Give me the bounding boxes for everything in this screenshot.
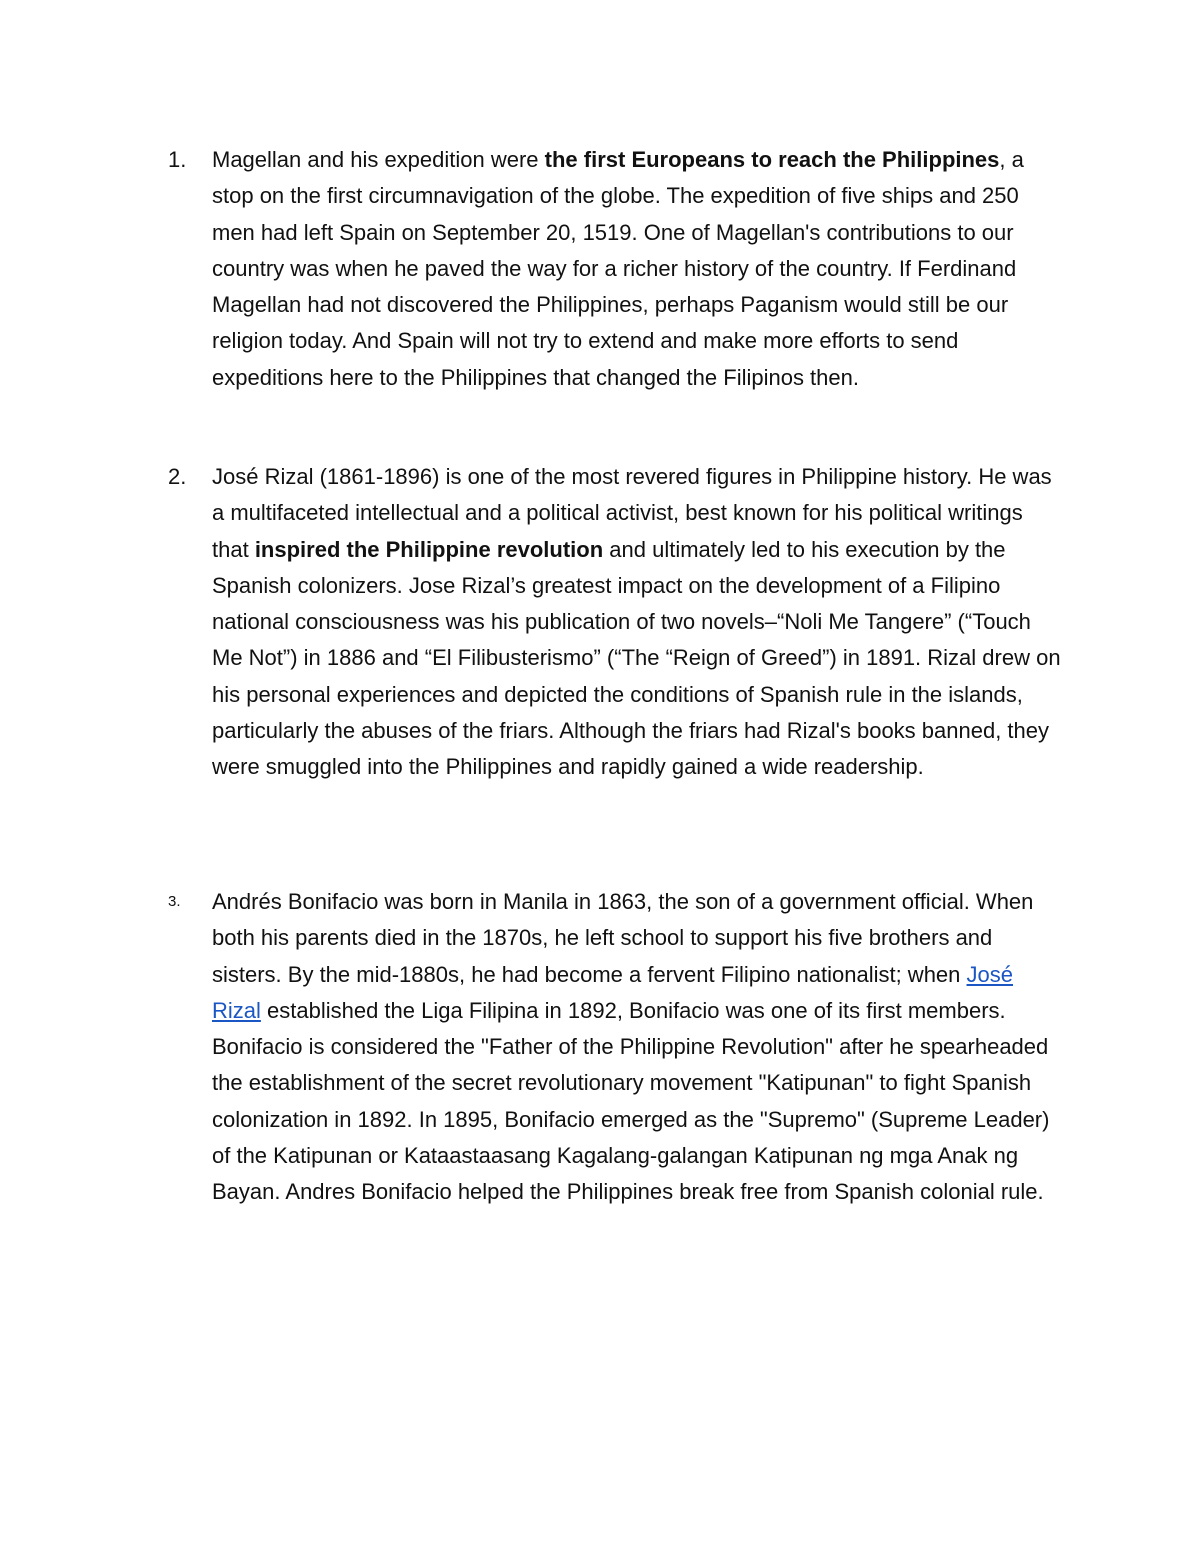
text-segment: established the Liga Filipina in 1892, Bonifacio was one of its first members. Bonifacio is considered the "Father of the Philippine Revolution" after he spearheaded the establishment of the secret revolutionary movement "Katipunan" to fight Spanish colonization in 1892. In 1895, Bonifacio emerged as the "Supremo" (Supreme Leader) of the Katipunan or Kataastaasang Kagalang-galangan Katipunan ng mga Anak ng Bayan. Andres Bonifacio helped the Philippines break free from Spanish colonial rule.	[212, 997, 1050, 1205]
list-item-1	[168, 142, 1068, 396]
text-segment: and ultimately led to his execution by the Spanish colonizers. Jose Rizal’s greatest impact on the development of a Filipino national consciousness was his publication of two novels–“Noli Me Tangere” (“Touch Me Not”) in 1886 and “El Filibusterismo” (“The “Reign of Greed”) in 1891. Rizal drew on his personal experiences and depicted the conditions of Spanish rule in the islands, particularly the abuses of the friars. Although the friars had Rizal's books banned, they were smuggled into the Philippines and rapidly gained a wide readership.	[212, 536, 1061, 780]
paragraph-bonifacio	[212, 884, 1064, 1211]
text-segment: Magellan and his expedition were	[212, 147, 545, 172]
paragraph-magellan	[212, 142, 1064, 396]
list-number: 1.	[168, 147, 187, 172]
list-item-3	[168, 884, 1068, 1211]
bold-text-segment: the first Europeans to reach the Philippines	[544, 147, 1000, 172]
list-number: 3.	[168, 893, 181, 910]
list-item-2	[168, 459, 1068, 786]
text-segment: Andrés Bonifacio was born in Manila in 1863, the son of a government official. When both his parents died in the 1870s, he left school to support his five brothers and sisters. By the mid-1880s, he had become a fervent Filipino nationalist; when	[212, 889, 1034, 987]
paragraph-rizal	[212, 459, 1064, 786]
jose-rizal-link[interactable]: José Rizal	[212, 961, 1013, 1023]
text-segment: , a stop on the first circumnavigation of the globe. The expedition of five ships and 250 men had left Spain on September 20, 1519. One of Magellan's contributions to our country was when he paved the way for a richer history of the country. If Ferdinand Magellan had not discovered the Philippines, perhaps Paganism would still be our religion today. And Spain will not try to extend and make more efforts to send expeditions here to the Philippines that changed the Filipinos then.	[212, 147, 1024, 390]
bold-text-segment: inspired the Philippine revolution	[254, 536, 604, 562]
list-number: 2.	[168, 464, 187, 489]
text-segment: José Rizal (1861-1896) is one of the most revered figures in Philippine history. He was a multifaceted intellectual and a political activist, best known for his political writings that	[212, 464, 1052, 562]
